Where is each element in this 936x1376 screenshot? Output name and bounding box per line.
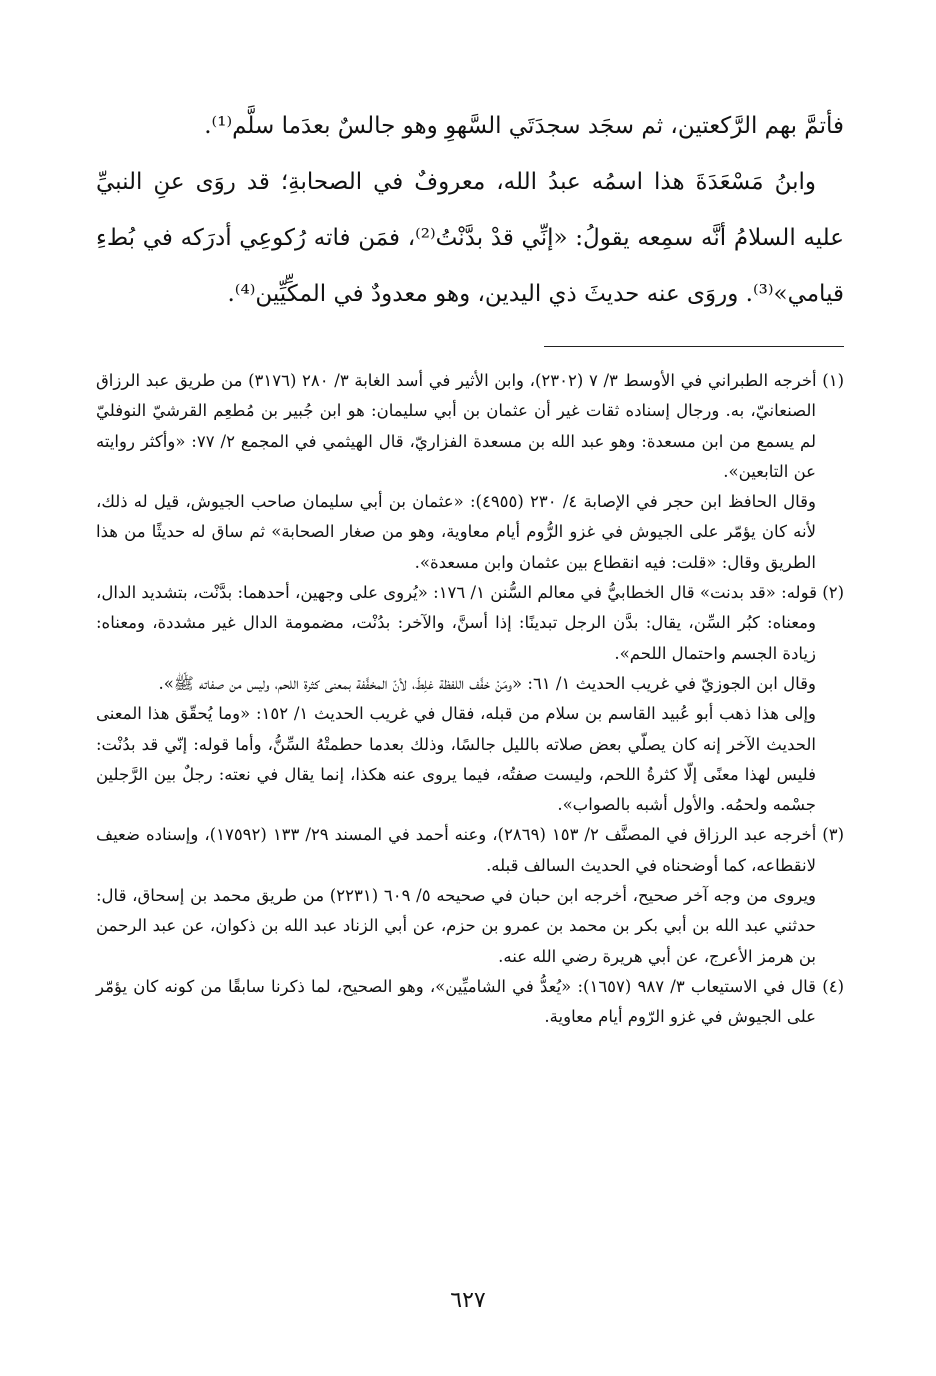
footnote-separator [544, 346, 844, 347]
main-paragraph: فأتمَّ بهم الرَّكعتين، ثم سجَد سجدَتَي السَّهوِ وهو جالسٌ بعدَما سلَّم⁽¹⁾. [204, 113, 844, 139]
footnote-1: (١) أخرجه الطبراني في الأوسط ٣/ ٧ (٢٣٠٢)، وابن الأثير في أسد الغابة ٣/ ٢٨٠ (٣١٧٦) من طريق عبد الرزاق الصنعانيّ، به. ورجال إسناده ثقات غير أن عثمان بن أبي سليمان: هو ابن جُبير بن مُطعِم القرشيّ النوفليّ لم يسمع من ابن مسعدة: وهو عبد الله بن مسعدة الفزاريّ، قال الهيثمي في المجمع ٢/ ٧٧: «وأكثر روايته عن التابعين». [96, 371, 844, 481]
footnote-2: (٢) قوله: «قد بدنت» قال الخطابيُّ في معالم السُّنن ١/ ١٧٦: «يُروى على وجهين، أحدهما: بدَّنْت، بتشديد الدال، ومعناه: كبُر السِّن، يقال: بدَّن الرجل تبدينًا: إذا أسنَّ، والآخر: بدُنْت، مضمومة الدال غير مشددة، ومعناه: زيادة الجسم واحتمال اللحم». [96, 583, 844, 663]
main-text [96, 98, 844, 322]
footnote-1-continuation: وقال الحافظ ابن حجر في الإصابة ٤/ ٢٣٠ (٤٩٥٥): «عثمان بن أبي سليمان صاحب الجيوش، قيل له ذلك، لأنه كان يؤمّر على الجيوش في غزو الرُّوم أيام معاوية، وهو من صغار الصحابة» ثم ساق له حديثًا من هذا الطريق وقال: «قلت: فيه انقطاع بين عثمان وابن مسعدة». [96, 492, 816, 572]
footnotes [96, 366, 844, 1033]
footnote-4: (٤) قال في الاستيعاب ٣/ ٩٨٧ (١٦٥٧): «يُعدُّ في الشاميِّين»، وهو الصحيح، لما ذكرنا سابقًا من كونه كان يؤمّر على الجيوش في غزو الرّوم أيام معاوية. [96, 976, 844, 1027]
footnote-3-continuation: ويروى من وجه آخر صحيح، أخرجه ابن حبان في صحيحه ٥/ ٦٠٩ (٢٢٣١) من طريق محمد بن إسحاق، قال: حدثني عبد الله بن أبي بكر بن محمد بن عمرو بن حزم، عن أبي الزناد عبد الله بن ذكوان، عن عبد الرحمن بن هرمز الأعرج، عن أبي هريرة رضي الله عنه. [96, 886, 816, 966]
footnote-2-continuation: وقال ابن الجوزيّ في غريب الحديث ١/ ٦١: «ومَنْ خفَّف اللفظة غلِطَ، لأنّ المخفَّفة بمعنى كثرة اللحم، وليس من صفاته ﷺ». [158, 673, 816, 693]
page-number: ٦٢٧ [450, 1288, 486, 1313]
footnote-2-continuation: وإلى هذا ذهب أبو عُبيد القاسم بن سلام من قبله، فقال في غريب الحديث ١/ ١٥٢: «وما يُحقّق هذا المعنى الحديث الآخر إنه كان يصلّي بعض صلاته بالليل جالسًا، وذلك بعدما حطمتْهُ السِّنُّ، وأما قوله: إنّي قد بدُنْت: فليس لهذا معنًى إلّا كثرةُ اللحم، وليست صفتُه، فيما يروى عنه هكذا، إنما يقال في نعته: رجلٌ بين الرَّجلين جسْمه ولحمُه. والأول أشبه بالصواب». [96, 704, 816, 815]
main-paragraph: وابنُ مَسْعَدَةَ هذا اسمُه عبدُ الله، معروفٌ في الصحابةِ؛ قد روَى عنِ النبيِّ عليه السلامُ أنَّه سمِعه يقولُ: «إنِّي قدْ بدَّنْتُ⁽²⁾، فمَن فاته رُكوعِي أدرَكه في بُطءِ قيامي»⁽³⁾. وروَى عنه حديثَ ذي اليدين، وهو معدودٌ في المكِّيِّين⁽⁴⁾. [96, 169, 844, 307]
footnote-3: (٣) أخرجه عبد الرزاق في المصنَّف ٢/ ١٥٣ (٢٨٦٩)، وعنه أحمد في المسند ٢٩/ ١٣٣ (١٧٥٩٢)، وإسناده ضعيف لانقطاعه، كما أوضحناه في الحديث السالف قبله. [96, 825, 845, 875]
